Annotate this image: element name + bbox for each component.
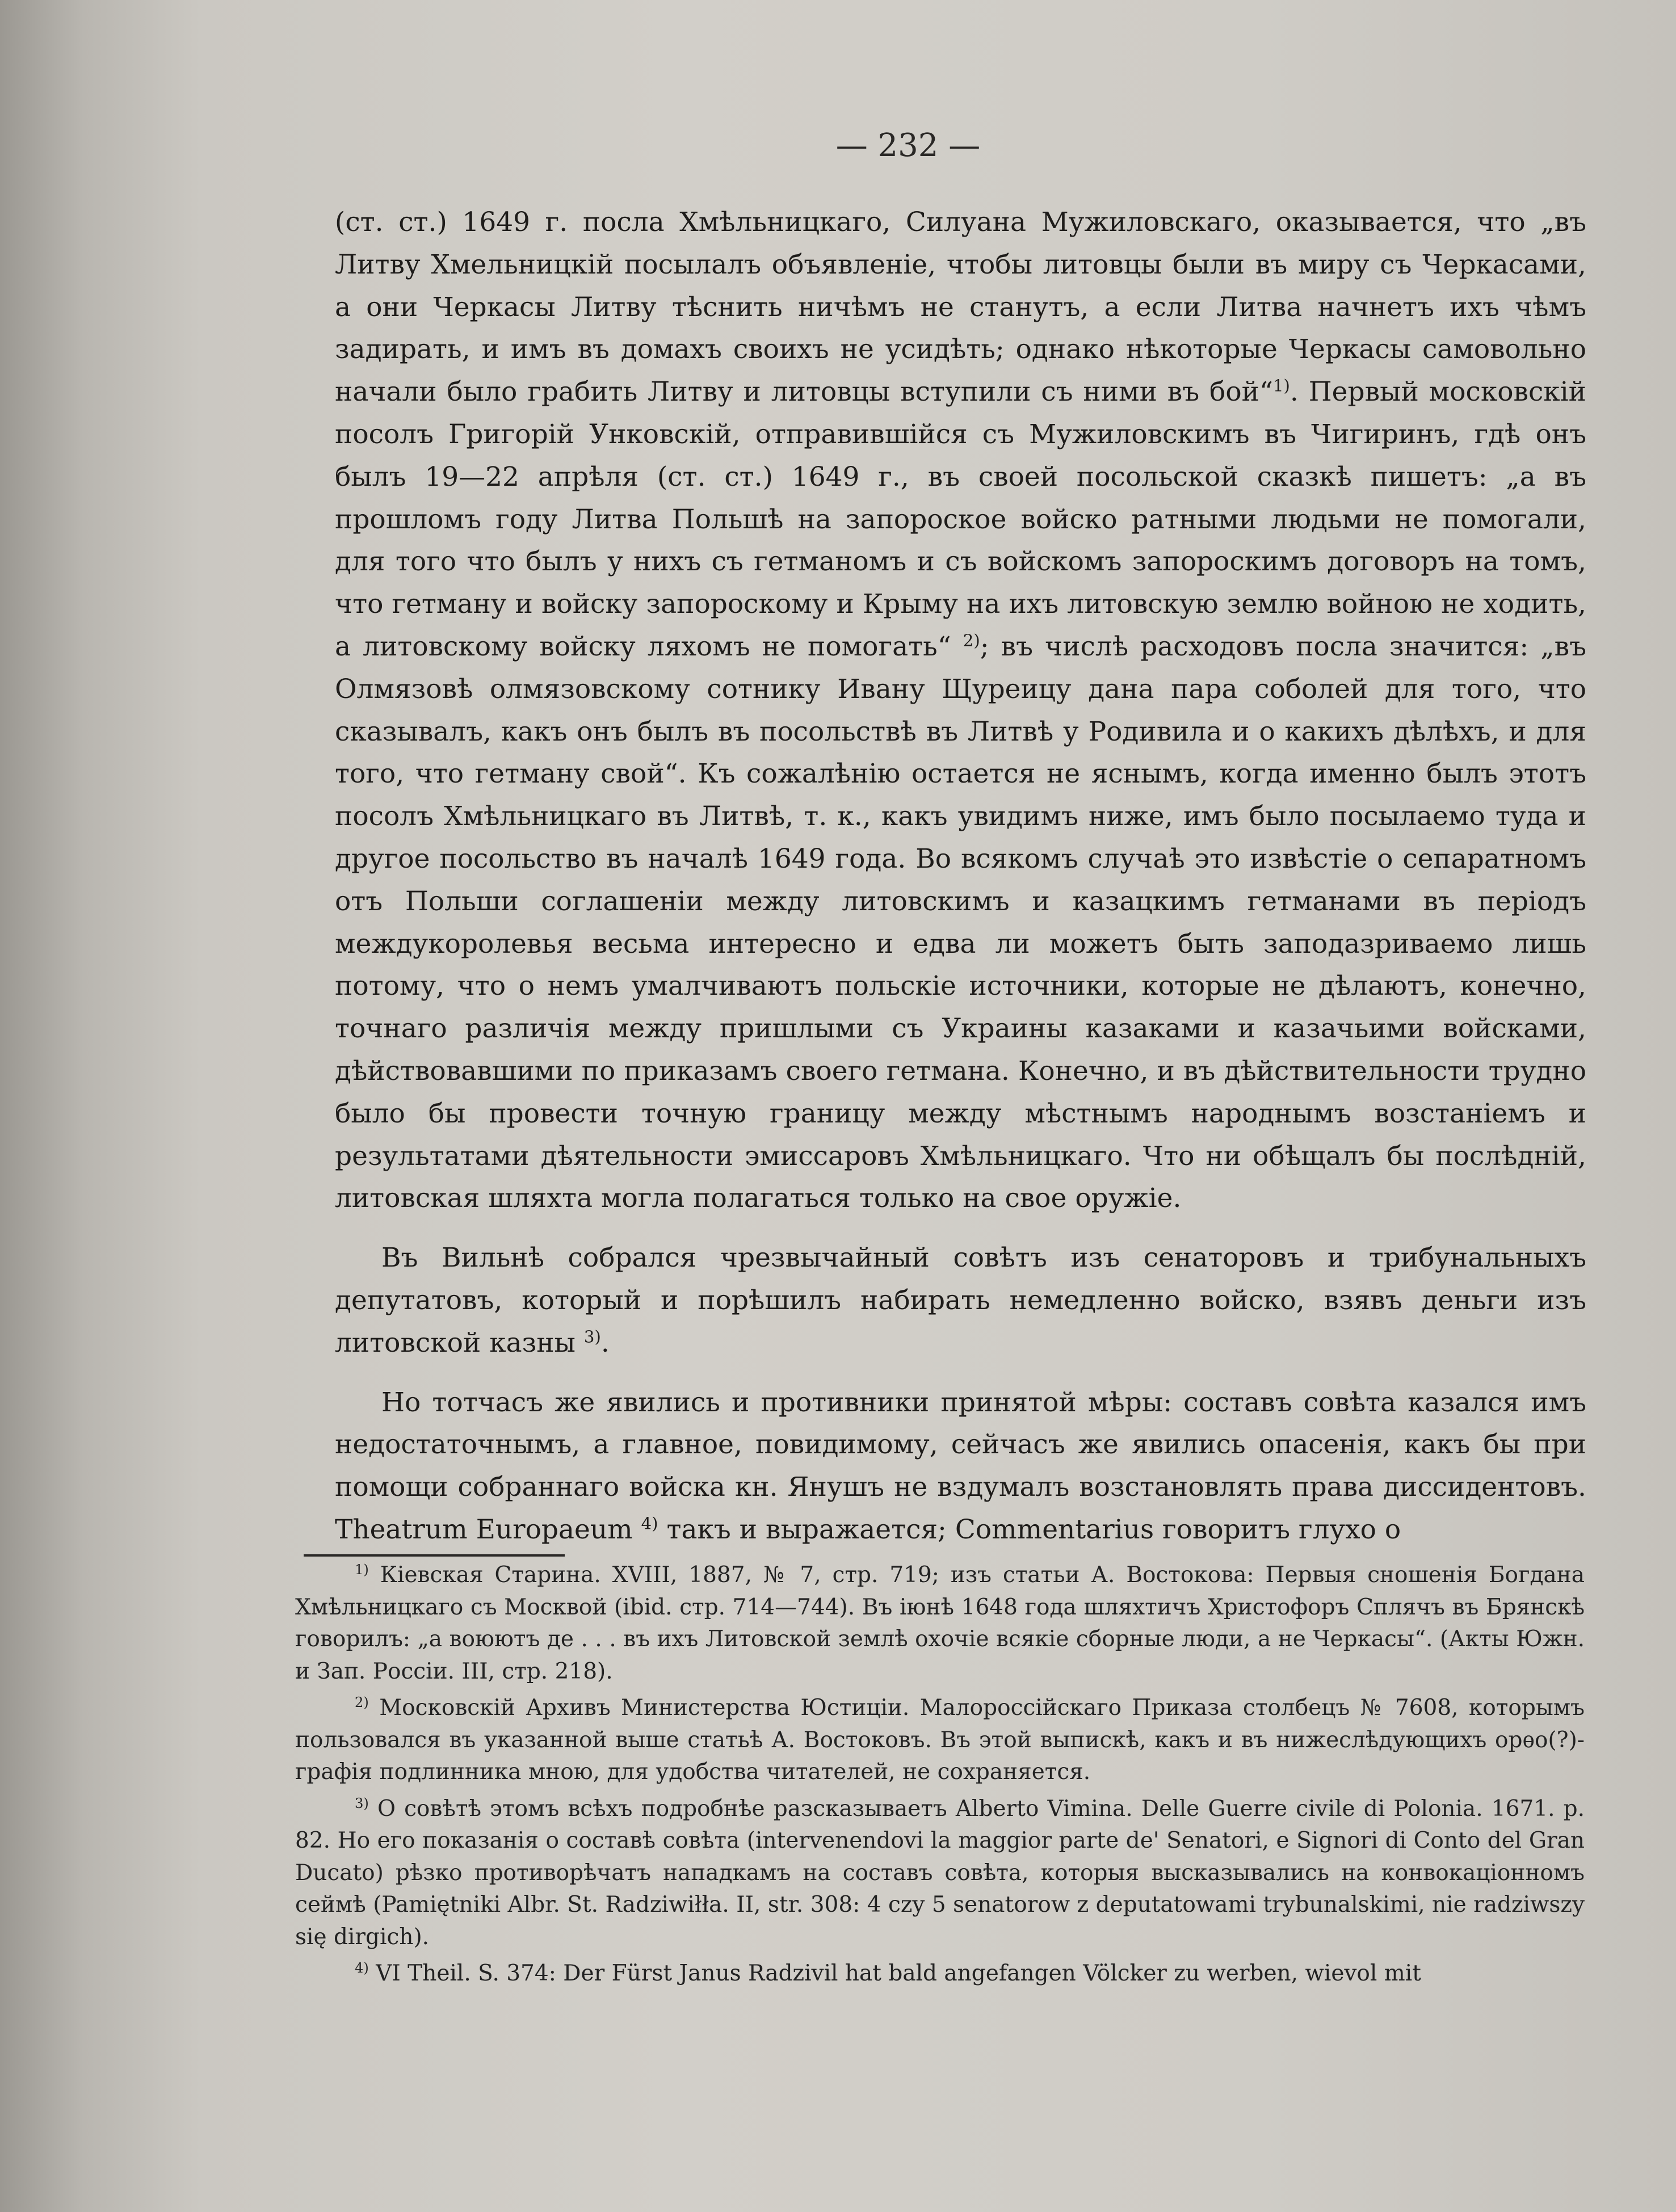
paragraph-1-text: (ст. ст.) 1649 г. посла Хмѣльницкаго, Силуана Мужиловскаго, оказывается, что „въ Литву Хмельницкій посылалъ объявленіе, чтобы литовцы были въ миру съ Черкасами, а они Черкасы Литву тѣснить ничѣмъ не станутъ, а если Литва начнетъ ихъ чѣмъ задирать, и имъ въ домахъ своихъ не усидѣть; однако нѣкоторые Черкасы самовольно начали было грабить Литву и литовцы вступили съ ними въ бой“ xyxy=(335,207,1586,408)
footnote-mark-2: 2) xyxy=(355,1694,369,1710)
paragraph-2-text: Въ Вильнѣ собрался чрезвычайный совѣтъ изъ сенаторовъ и трибунальныхъ депутатовъ, который и порѣшилъ набирать немедленно войско, взявъ деньги изъ литовской казны xyxy=(335,1242,1586,1359)
paragraph-1 xyxy=(335,201,1586,1220)
footnote-ref-1: 1) xyxy=(1272,376,1290,396)
footnote-4 xyxy=(295,1958,1585,1990)
footnote-1 xyxy=(295,1559,1585,1688)
footnote-ref-3: 3) xyxy=(583,1327,601,1347)
paragraph-2-end: . xyxy=(600,1327,610,1359)
footnote-ref-4: 4) xyxy=(641,1513,658,1533)
footnote-3-text: О совѣтѣ этомъ всѣхъ подробнѣе разсказываетъ Alberto Vimina. Delle Guerre civile di Polonia. 1671. p. 82. Но его показанія о составѣ совѣта (intervenendovi la maggior parte de' Senatori, e Signori di Conto del Gran Ducato) рѣзко противорѣчатъ нападкамъ на составъ совѣта, которыя высказывались на конвокаціонномъ сеймѣ (Pamiętniki Albr. St. Radziwiłła. II, str. 308: 4 czy 5 senatorow z deputatowami trybunalskimi, nie radziwszy się dirgich). xyxy=(295,1795,1585,1950)
footnotes xyxy=(295,1559,1585,1990)
footnote-ref-2: 2) xyxy=(963,630,980,650)
footnote-2 xyxy=(295,1692,1585,1789)
paragraph-1-end: ; въ числѣ расходовъ посла значится: „въ Олмязовѣ олмязовскому сотнику Ивану Щуреицу дана пара соболей для того, что сказывалъ, какъ онъ былъ въ посольствѣ въ Литвѣ у Родивила и о какихъ дѣлѣхъ, и для того, что гетману свой“. Къ сожалѣнію остается не яснымъ, когда именно былъ этотъ посолъ Хмѣльницкаго въ Литвѣ, т. к., какъ увидимъ ниже, имъ было посылаемо туда и другое посольство въ началѣ 1649 года. Во всякомъ случаѣ это извѣстіе о сепаратномъ отъ Польши соглашеніи между литовскимъ и казацкимъ гетманами въ періодъ междукоролевья весьма интересно и едва ли можетъ быть заподазриваемо лишь потому, что о немъ умалчиваютъ польскіе источники, которые не дѣлаютъ, конечно, точнаго различія между пришлыми съ Украины казаками и казачьими войсками, дѣйствовавшими по приказамъ своего гетмана. Конечно, и въ дѣйствительности трудно было бы провести точную границу между мѣстнымъ народнымъ возстаніемъ и результатами дѣятельности эмиссаровъ Хмѣльницкаго. Что ни обѣщалъ бы послѣдній, литовская шляхта могла полагаться только на свое оружіе. xyxy=(335,630,1586,1214)
footnote-mark-3: 3) xyxy=(355,1795,369,1811)
page-number: — 232 — xyxy=(835,127,981,164)
footnote-1-text: Кіевская Старина. XVIII, 1887, № 7, стр. 719; изъ статьи А. Востокова: Первыя сношенія Богдана Хмѣльницкаго съ Москвой (ibid. стр. 714—744). Въ іюнѣ 1648 года шляхтичъ Христофоръ Сплячъ въ Брянскѣ говорилъ: „а воюютъ де . . . въ ихъ Литовской землѣ охочіе всякіе сборные люди, а не Черкасы“. (Акты Южн. и Зап. Россіи. III, стр. 218). xyxy=(295,1562,1585,1684)
footnote-mark-1: 1) xyxy=(355,1562,369,1578)
paragraph-3-text: Но тотчасъ же явились и противники принятой мѣры: составъ совѣта казался имъ недостаточнымъ, а главное, повидимому, сейчасъ же явились опасенія, какъ бы при помощи собраннаго войска кн. Янушъ не вздумалъ возстановлять права диссидентовъ. Theatrum Europaeum xyxy=(335,1386,1586,1545)
footnote-4-text: VI Theil. S. 374: Der Fürst Janus Radzivil hat bald angefangen Völcker zu werben, wievol mit xyxy=(376,1961,1421,1986)
paragraph-3-end: такъ и выражается; Commentarius говоритъ глухо о xyxy=(666,1513,1401,1545)
paragraph-1-continued: . Первый московскій посолъ Григорій Унковскій, отправившійся съ Мужиловскимъ въ Чигиринъ, гдѣ онъ былъ 19—22 апрѣля (ст. ст.) 1649 г., въ своей посольской сказкѣ пишетъ: „а въ прошломъ году Литва Польшѣ на запороское войско ратными людьми не помогали, для того что былъ у нихъ съ гетманомъ и съ войскомъ запороскимъ договоръ на томъ, что гетману и войску запороскому и Крыму на ихъ литовскую землю войною не ходить, а литовскому войску ляхомъ не помогать“ xyxy=(335,376,1587,662)
footnote-2-text: Московскій Архивъ Министерства Юстиціи. Малороссійскаго Приказа столбецъ № 7608, которымъ пользовался въ указанной выше статьѣ А. Востоковъ. Въ этой выпискѣ, какъ и въ нижеслѣдующихъ орѳо(?)-графія подлинника мною, для удобства читателей, не сохраняется. xyxy=(295,1695,1585,1785)
paragraph-2 xyxy=(335,1237,1586,1364)
footnote-divider xyxy=(304,1554,565,1557)
main-text xyxy=(335,201,1586,1551)
footnote-mark-4: 4) xyxy=(355,1960,369,1976)
footnote-3 xyxy=(295,1793,1585,1954)
paragraph-3 xyxy=(335,1382,1586,1551)
